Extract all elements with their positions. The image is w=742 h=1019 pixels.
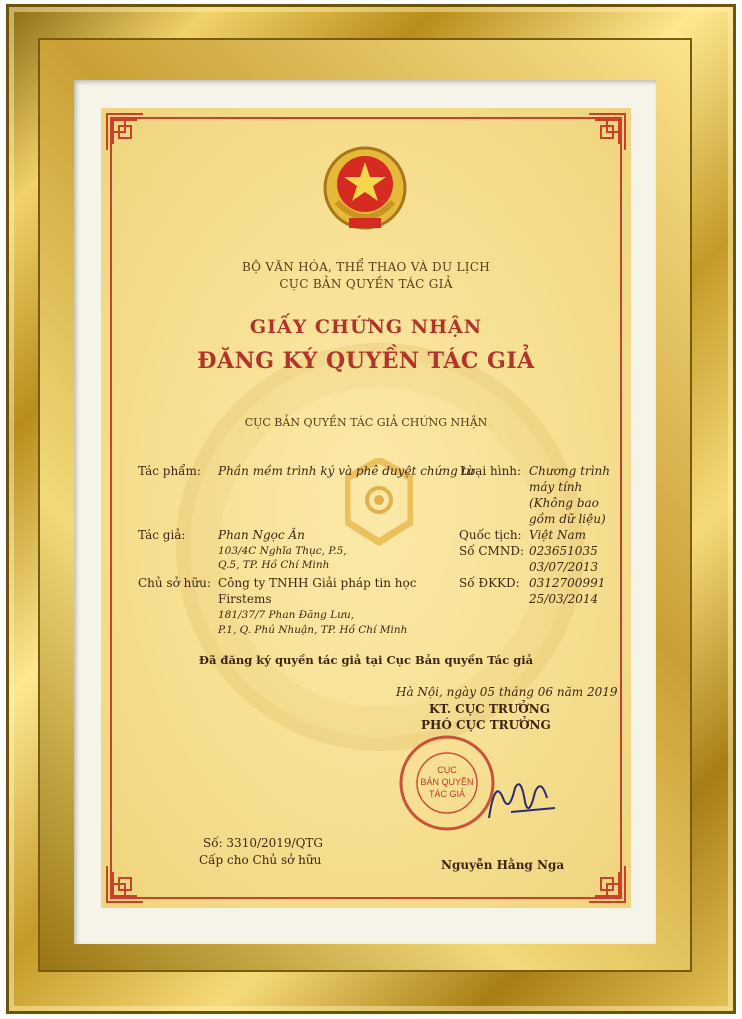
signer-position: PHÓ CỤC TRƯỞNG bbox=[421, 718, 551, 732]
owner-address: P.1, Q. Phú Nhuận, TP. Hồ Chí Minh bbox=[218, 624, 408, 636]
certificate bbox=[101, 108, 631, 908]
seal-center-text: CỤC bbox=[437, 765, 457, 775]
work-type-line: gồm dữ liệu) bbox=[529, 512, 606, 526]
corner-ornament-icon bbox=[587, 864, 627, 904]
ministry-name: BỘ VĂN HÓA, THỂ THAO VÀ DU LỊCH bbox=[241, 260, 491, 274]
work-type-line: máy tính bbox=[529, 480, 583, 494]
author-address: 103/4C Nghĩa Thục, P.5, bbox=[218, 545, 347, 557]
corner-ornament-icon bbox=[105, 864, 145, 904]
id-date: 03/07/2013 bbox=[529, 560, 599, 574]
seal-center-text: BẢN QUYỀN bbox=[420, 777, 474, 787]
signer-name: Nguyễn Hằng Nga bbox=[441, 858, 565, 872]
issue-date: Hà Nội, ngày 05 tháng 06 năm 2019 bbox=[396, 685, 618, 699]
author-label: Tác giả: bbox=[138, 528, 186, 542]
registered-statement: Đã đăng ký quyền tác giả tại Cục Bản quyền Tác giả bbox=[198, 653, 534, 667]
handwritten-signature bbox=[481, 768, 561, 828]
business-reg-number: 0312700991 bbox=[529, 576, 606, 590]
corner-ornament-icon bbox=[105, 112, 145, 152]
department-name: CỤC BẢN QUYỀN TÁC GIẢ bbox=[279, 277, 453, 291]
author-name: Phan Ngọc Ân bbox=[218, 528, 305, 542]
corner-ornament-icon bbox=[587, 112, 627, 152]
certificate-number: Số: 3310/2019/QTG bbox=[203, 836, 324, 850]
signing-authority: KT. CỤC TRƯỞNG bbox=[429, 702, 550, 716]
owner-name: Công ty TNHH Giải pháp tin học bbox=[218, 576, 417, 590]
national-emblem-icon bbox=[317, 142, 413, 238]
owner-name: Firstems bbox=[218, 592, 272, 606]
issued-to: Cấp cho Chủ sở hữu bbox=[199, 853, 322, 867]
work-type-label: Loại hình: bbox=[460, 464, 522, 478]
work-type-line: Chương trình bbox=[529, 464, 610, 478]
business-reg-date: 25/03/2014 bbox=[529, 592, 599, 606]
work-type-line: (Không bao bbox=[529, 496, 599, 510]
nationality-value: Việt Nam bbox=[529, 528, 587, 542]
id-label: Số CMND: bbox=[459, 544, 525, 558]
seal-center-text: TÁC GIẢ bbox=[428, 789, 466, 799]
author-address: Q.5, TP. Hồ Chí Minh bbox=[218, 559, 330, 571]
owner-label: Chủ sở hữu: bbox=[138, 576, 211, 590]
nationality-label: Quốc tịch: bbox=[459, 528, 522, 542]
certificate-title-line1: GIẤY CHỨNG NHẬN bbox=[249, 316, 483, 338]
id-number: 023651035 bbox=[529, 544, 598, 558]
work-value: Phần mềm trình ký và phê duyệt chứng từ bbox=[218, 464, 475, 478]
owner-address: 181/37/7 Phan Đăng Lưu, bbox=[218, 609, 355, 621]
certificate-title-line2: ĐĂNG KÝ QUYỀN TÁC GIẢ bbox=[197, 348, 535, 374]
certify-statement: CỤC BẢN QUYỀN TÁC GIẢ CHỨNG NHẬN bbox=[244, 416, 488, 429]
work-label: Tác phẩm: bbox=[138, 464, 201, 478]
business-reg-label: Số ĐKKD: bbox=[459, 576, 520, 590]
